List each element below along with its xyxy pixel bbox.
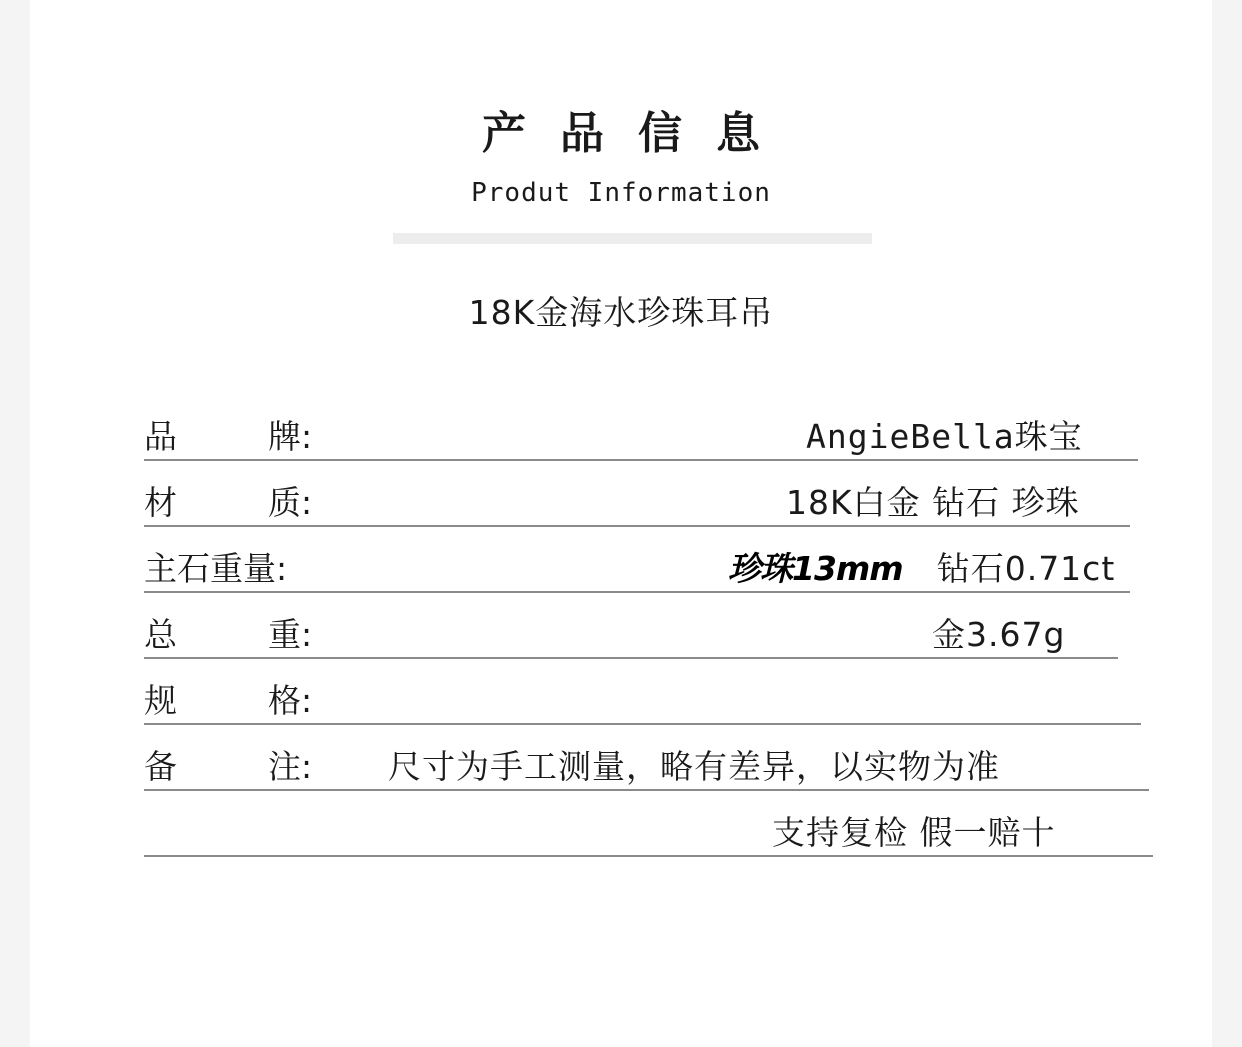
title-divider bbox=[393, 233, 872, 244]
spec-row-brand bbox=[144, 419, 1138, 461]
spec-row-total-weight bbox=[144, 617, 1118, 659]
spec-label: 规 格: bbox=[144, 681, 313, 720]
spec-row-guarantee bbox=[144, 815, 1153, 857]
spec-value-guarantee: 支持复检 假一赔十 bbox=[772, 813, 1056, 852]
spec-label: 品 牌: bbox=[144, 417, 313, 456]
pearl-size: 珍珠13mm bbox=[728, 549, 903, 588]
diamond-weight: 钻石0.71ct bbox=[936, 549, 1116, 588]
spec-value-total-weight: 金3.67g bbox=[932, 615, 1066, 654]
spec-row-remarks bbox=[144, 749, 1149, 791]
spec-row-material bbox=[144, 485, 1130, 527]
spec-label: 主石重量: bbox=[144, 549, 288, 588]
spec-value-material: 18K白金 钻石 珍珠 bbox=[786, 483, 1080, 522]
spec-value-stone-weight bbox=[728, 547, 1115, 591]
spec-value-brand: AngieBella珠宝 bbox=[806, 417, 1083, 456]
title-english: Produt Information bbox=[471, 178, 771, 208]
product-info-card bbox=[30, 0, 1212, 1047]
spec-label: 备 注: bbox=[144, 747, 313, 786]
spec-value-remarks: 尺寸为手工测量，略有差异，以实物为准 bbox=[388, 747, 1000, 786]
spec-row-size bbox=[144, 683, 1141, 725]
title-chinese: 产品信息 bbox=[482, 108, 794, 159]
product-name: 18K金海水珍珠耳吊 bbox=[468, 293, 774, 332]
spec-label: 材 质: bbox=[144, 483, 313, 522]
spec-label: 总 重: bbox=[144, 615, 313, 654]
spec-row-stone-weight bbox=[144, 551, 1130, 593]
